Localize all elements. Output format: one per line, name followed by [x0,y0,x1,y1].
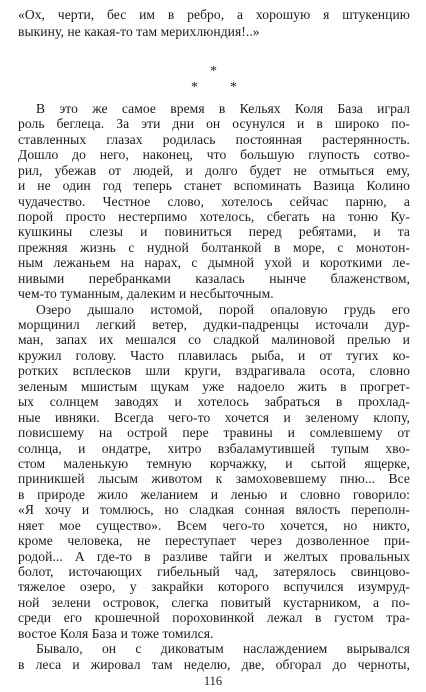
text-line: чем-то туманным, далеким и несбыточным. [18,286,274,302]
text-line: Дошло до него, наконец, что большую глупость сотво- [18,147,410,163]
text-line: Озеро дышало истомой, порой опаловую грудь его [36,301,410,317]
text-line: нивыми перебранками казалась нынче блаженством, [18,270,410,286]
text-line: кружил голову. Часто плавилась рыба, и от тугих ко- [18,347,410,363]
separator-asterisk: * [230,80,237,95]
page-number: 116 [203,674,223,688]
text-line: ротких всплесков шли круги, вздрагивала осота, словно [18,363,410,379]
text-line: ным лежаньем на нарах, с дымной ухой и короткими ле- [18,255,410,271]
text-line: кушкины слезы и повиниться перед ребятами, и та [18,224,410,240]
text-line: родой... А где-то в разливе тайги и желтых провальных [18,548,410,564]
text-line: Бывало, он с диковатым наслаждением вырывался [36,641,410,657]
text-line: в природе жило желанием и ленью и словно говорило: [18,486,410,502]
text-line: чудачество. Честное слово, хотелось сейчас парню, а [18,193,410,209]
text-line: тяжелое озеро, у закрайки которого вспучился изумруд- [18,579,410,595]
text-line: приникшей лысым животом к замоховевшему пню... Все [18,471,410,487]
text-line: ной зелени островок, слегка повитый кустарником, а по- [18,594,410,610]
text-line: зеленым мшистым щукам уже надоело жить в прогрет- [18,378,410,394]
separator-asterisk: * [210,64,217,79]
text-line: морщинил легкий ветер, дудки-падренцы источали дур- [18,317,410,333]
separator-asterisk: * [191,80,198,95]
text-line: няет мое существо». Всем чего-то хочется, но никто, [18,517,410,533]
text-line: ман, запах их мешался со сладкой малиновой прелью и [18,332,410,348]
text-line: «Я хочу и томлюсь, но сладкая сонная вялость переполн- [18,502,410,518]
text-line: повисшему на острой пере травины и сомлевшему от [18,425,410,441]
quote-line: выкину, не какая-то там мерихлюндия!..» [18,24,260,39]
text-line: В это же самое время в Кельях Коля База играл [36,101,410,116]
text-line: порой просто нестерпимо хотелось, сбегать на тоню Ку- [18,209,410,225]
text-line: востое Коля База и тоже томился. [18,625,214,641]
text-line: рил, убежав от людей, и долго будет не отмыться ему, [18,162,410,178]
text-line: среди его крошечной пороховинкой лежал в густом тра- [18,610,410,626]
text-line: стом маленькую темную корчажку, и сытой ящерке, [18,455,410,471]
text-line: прежняя жизнь с нудной болтанкой в море, с монотон- [18,239,410,255]
text-line: в леса и жировал там неделю, две, обгорал до черноты, [18,656,410,672]
text-line: ых солнцем заводях и хотелось забраться в прохлад- [18,394,410,410]
text-line: ставленных глазах родилась постоянная растерянность. [18,131,410,147]
text-line: болот, источающих гибельный чад, затерялось свинцово- [18,563,410,579]
text-line: и не один год теперь станет вспоминать Вазица Колино [18,178,410,194]
text-line: кроме человека, не переступает через дозволенное при- [18,533,410,549]
text-line: солнца, и ондатре, хитро взбаламутившей тупым хво- [18,440,410,456]
text-line: роль беглеца. За эти дни он осунулся и в широко по- [18,116,410,132]
quote-line: «Ох, черти, бес им в ребро, а хорошую я штукенцию [18,7,410,22]
text-line: ные ивняки. Всегда чего-то хочется и зеленому клопу, [18,409,410,425]
